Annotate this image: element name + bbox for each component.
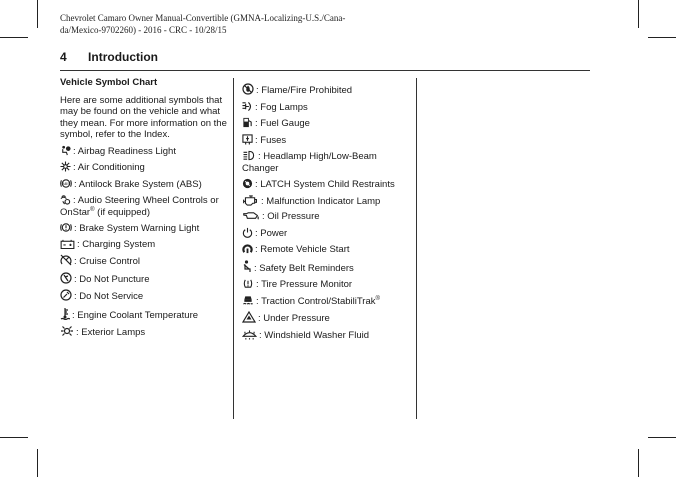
flame-prohibited-icon (242, 83, 254, 95)
symbol-label: : Engine Coolant Temperature (72, 309, 199, 321)
symbol-label: : Brake System Warning Light (74, 223, 200, 234)
symbol-label: : Airbag Readiness Light (73, 145, 176, 157)
symbol-label: : Audio Steering Wheel Controls or OnStar (60, 195, 219, 218)
column-divider (233, 78, 234, 419)
symbol-entry (60, 194, 228, 218)
symbol-entry (242, 195, 412, 208)
symbol-label: : Oil Pressure (262, 211, 320, 222)
symbol-entry (242, 329, 412, 342)
exterior-lamps-icon (60, 325, 74, 337)
cruise-control-icon (60, 254, 72, 266)
section-intro: Here are some additional symbols that may be found on the vehicle and what they mean. For more information on the symbol, refer to the Index. (60, 94, 227, 140)
air-conditioning-icon (60, 161, 71, 172)
symbol-entry (60, 145, 228, 158)
symbol-label: : Fuses (255, 134, 287, 146)
symbol-entry (242, 134, 412, 147)
symbol-label: : Power (255, 227, 288, 239)
crop-mark (638, 449, 639, 477)
steering-wheel-controls-icon (60, 194, 71, 205)
symbol-label: : Do Not Puncture (74, 273, 150, 285)
column-left (60, 77, 228, 339)
symbol-label: : Malfunction Indicator Lamp (261, 195, 381, 207)
symbol-label: : Fog Lamps (255, 101, 308, 113)
symbol-label: : Under Pressure (258, 313, 330, 324)
symbol-label-suffix: (if equipped) (94, 206, 150, 218)
symbol-label: : Remote Vehicle Start (255, 244, 350, 255)
symbol-entry (60, 307, 228, 322)
oil-pressure-icon (242, 211, 260, 221)
header-line: Chevrolet Camaro Owner Manual-Convertible (GMNA-Localizing-U.S./Cana- (60, 13, 346, 23)
symbol-label: : Safety Belt Reminders (254, 262, 354, 274)
do-not-puncture-icon (60, 272, 72, 284)
crop-mark (37, 449, 38, 477)
registered-mark: ® (375, 295, 380, 302)
crop-mark (638, 0, 639, 28)
traction-control-icon (242, 295, 254, 306)
washer-fluid-icon (242, 329, 257, 340)
heading-rule (60, 70, 590, 71)
svg-text:ABS: ABS (62, 181, 70, 186)
fuses-icon (242, 134, 253, 145)
symbol-entry (60, 289, 228, 303)
page-heading (60, 50, 158, 64)
symbol-label: : Charging System (77, 238, 156, 250)
symbol-list (60, 145, 228, 339)
latch-child-restraint-icon (242, 178, 253, 189)
symbol-entry (60, 222, 228, 235)
symbol-entry (242, 311, 412, 325)
page-title: Introduction (88, 50, 159, 64)
symbol-entry (242, 243, 412, 256)
symbol-entry (242, 117, 412, 130)
seat-belt-icon (242, 260, 252, 273)
battery-icon (60, 239, 75, 249)
symbol-entry (242, 178, 412, 191)
crop-mark (37, 0, 38, 28)
under-pressure-icon (242, 311, 256, 323)
symbol-list (242, 83, 412, 341)
symbol-label: : Air Conditioning (73, 162, 145, 173)
fuel-gauge-icon (242, 117, 253, 128)
symbol-label: : Flame/Fire Prohibited (256, 85, 353, 96)
headlamp-beam-icon (242, 150, 256, 161)
symbol-entry (60, 239, 228, 251)
symbol-entry (242, 278, 412, 291)
fog-lamps-icon (242, 101, 253, 112)
airbag-icon (60, 145, 71, 156)
symbol-label: : Headlamp High/Low-Beam Changer (242, 151, 377, 174)
symbol-entry (242, 295, 412, 308)
crop-mark (0, 37, 28, 38)
registered-mark: ® (90, 206, 95, 213)
column-middle (242, 79, 412, 341)
symbol-entry (242, 260, 412, 275)
symbol-label: : LATCH System Child Restraints (255, 179, 395, 190)
engine-malfunction-icon (242, 195, 259, 206)
section-title: Vehicle Symbol Chart (60, 77, 158, 88)
symbol-label: : Tire Pressure Monitor (256, 279, 353, 290)
symbol-label: : Antilock Brake System (ABS) (74, 178, 202, 190)
symbol-entry (242, 211, 412, 223)
symbol-label: : Cruise Control (74, 256, 140, 267)
symbol-entry (242, 101, 412, 114)
coolant-temperature-icon (60, 307, 70, 320)
symbol-entry (60, 254, 228, 268)
power-icon (242, 227, 253, 238)
abs-icon (60, 178, 72, 189)
symbol-label: : Traction Control/StabiliTrak (256, 295, 376, 307)
symbol-label: : Do Not Service (74, 291, 144, 302)
remote-start-icon (242, 243, 253, 254)
brake-warning-icon (60, 222, 72, 233)
symbol-label: : Exterior Lamps (76, 327, 146, 338)
symbol-entry (242, 227, 412, 240)
symbol-entry (242, 150, 412, 174)
symbol-label: : Fuel Gauge (255, 118, 310, 129)
tire-pressure-icon (242, 278, 254, 289)
symbol-entry (242, 83, 412, 97)
symbol-entry (60, 161, 228, 174)
page-number: 4 (60, 50, 67, 64)
symbol-entry (60, 272, 228, 286)
symbol-entry (60, 325, 228, 339)
do-not-service-icon (60, 289, 72, 301)
symbol-entry (60, 178, 228, 191)
header-line: da/Mexico-9702260) - 2016 - CRC - 10/28/15 (60, 25, 227, 35)
running-header (60, 12, 360, 36)
symbol-label: : Windshield Washer Fluid (259, 329, 369, 341)
crop-mark (648, 37, 676, 38)
crop-mark (648, 437, 676, 438)
column-divider (416, 78, 417, 419)
crop-mark (0, 437, 28, 438)
